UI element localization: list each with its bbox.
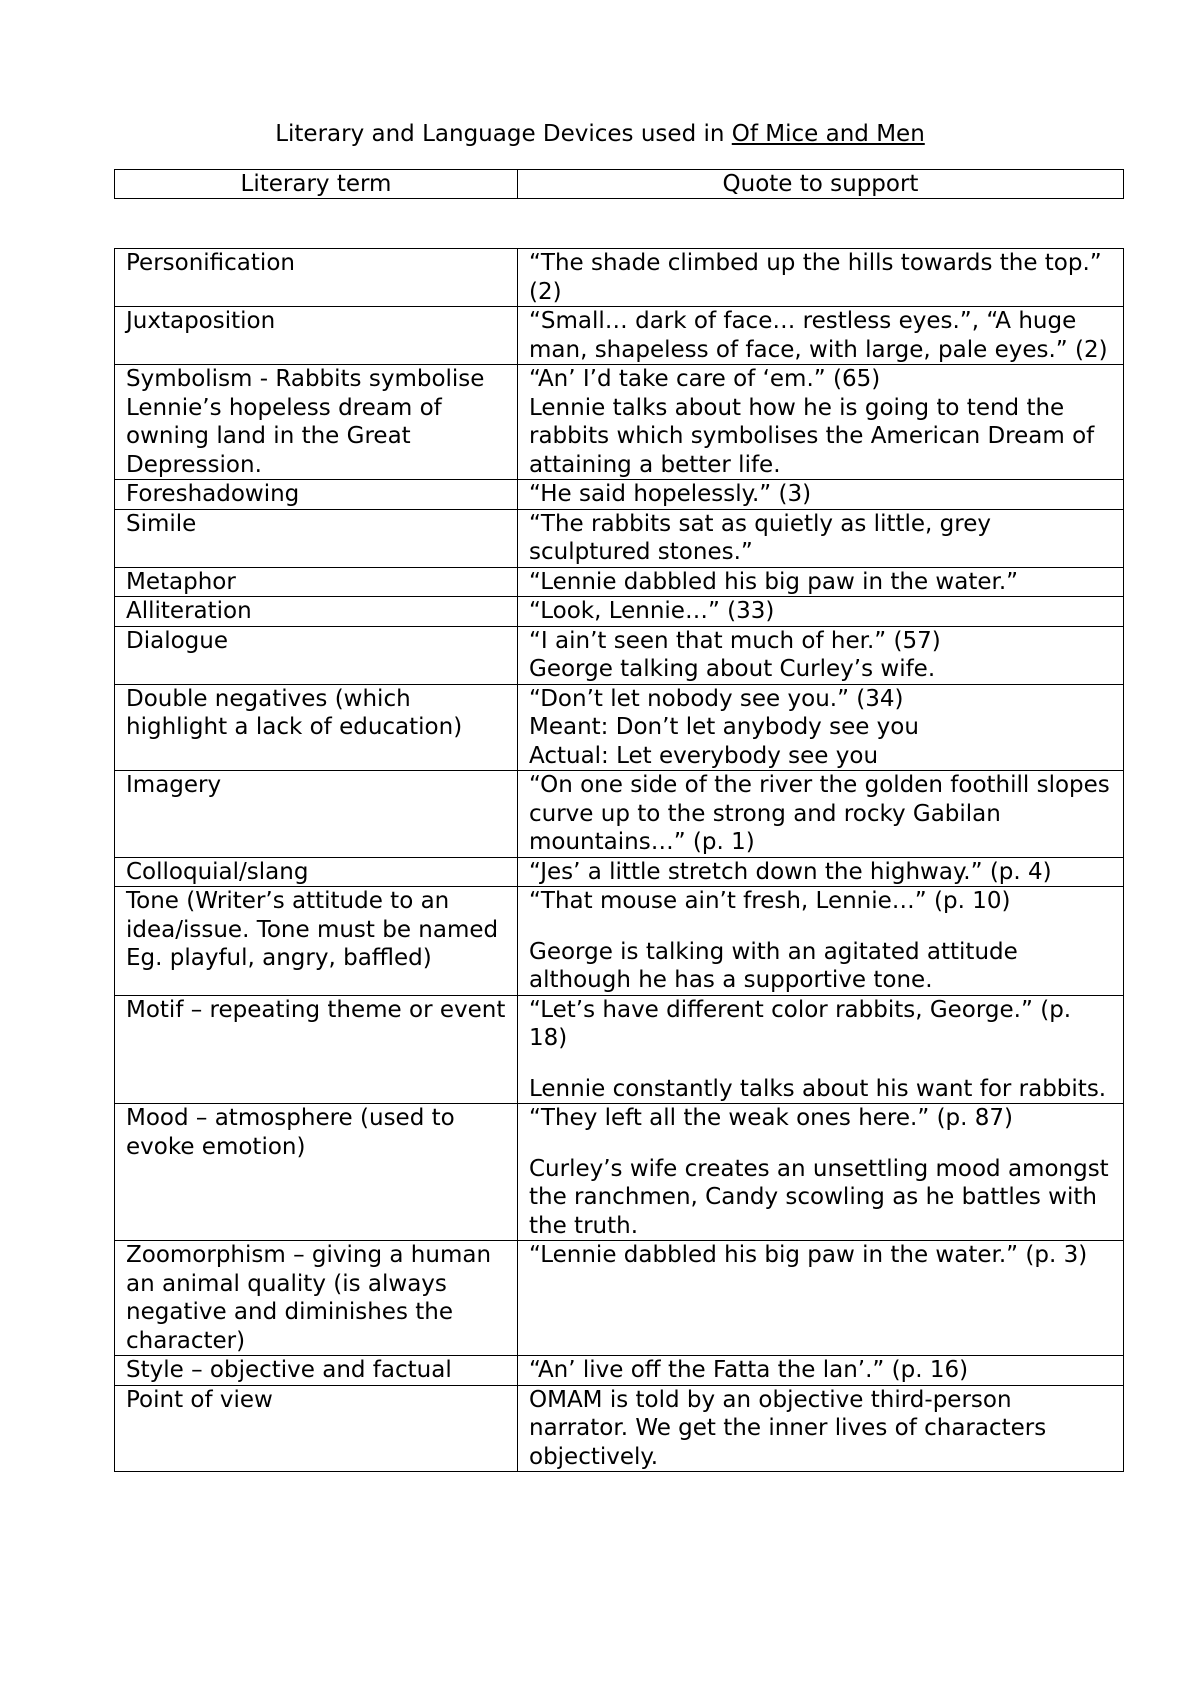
quote-cell <box>518 509 1124 567</box>
quote-cell <box>518 1241 1124 1356</box>
table-row <box>115 480 1124 510</box>
quote-text: “He said hopelessly.” (3) <box>529 481 812 507</box>
term-text: Juxtaposition <box>126 308 276 334</box>
term-text: Motif – repeating theme or event <box>126 996 506 1023</box>
quote-cell <box>518 857 1124 887</box>
quote-text: George talking about Curley’s wife. <box>529 656 936 682</box>
term-text: Mood – atmosphere (used to evoke emotion) <box>126 1105 455 1160</box>
quote-text: “The shade climbed up the hills towards the top.” (2) <box>529 250 1102 305</box>
quote-text: “The rabbits sat as quietly as little, grey sculptured stones.” <box>529 510 991 565</box>
title-prefix: Literary and Language Devices used in <box>275 121 732 147</box>
quote-cell <box>518 887 1124 996</box>
literary-term-cell <box>115 1385 518 1472</box>
quote-text: “An’ I’d take care of ‘em.” (65) <box>529 366 881 392</box>
quote-text: Lennie constantly talks about his want for rabbits. <box>529 1075 1107 1102</box>
quote-text: “Look, Lennie…” (33) <box>529 598 775 624</box>
quote-text: George is talking with an agitated attitude although he has a supportive tone. <box>529 938 1018 993</box>
term-text: Colloquial/slang <box>126 858 309 885</box>
quote-text: “On one side of the river the golden foothill slopes curve up to the strong and rocky Gabilan mountains…” (p. 1) <box>529 772 1110 855</box>
table-row <box>115 684 1124 771</box>
literary-term-cell <box>115 1356 518 1386</box>
literary-term-cell <box>115 249 518 307</box>
page-title <box>0 120 1200 148</box>
table-row <box>115 597 1124 627</box>
literary-term-cell <box>115 995 518 1104</box>
quote-cell <box>518 365 1124 480</box>
term-text: Zoomorphism – giving a human an animal quality (is always negative and diminishes the character) <box>126 1242 492 1354</box>
term-text: Metaphor <box>126 568 236 595</box>
quote-text: “Small… dark of face… restless eyes.”, “A huge man, shapeless of face, with large, pale eyes.” (2) <box>529 308 1108 363</box>
table-row <box>115 771 1124 858</box>
literary-term-cell <box>115 597 518 627</box>
table-row <box>115 995 1124 1104</box>
quote-text: “They left all the weak ones here.” (p. 87) <box>529 1105 1013 1131</box>
literary-term-cell <box>115 1241 518 1356</box>
table-row <box>115 887 1124 996</box>
quote-cell <box>518 567 1124 597</box>
quote-text: Lennie talks about how he is going to tend the rabbits which symbolises the American Dream of attaining a better life. <box>529 394 1095 478</box>
quote-cell <box>518 597 1124 627</box>
literary-term-cell <box>115 567 518 597</box>
quote-text: “Jes’ a little stretch down the highway.” (p. 4) <box>529 858 1052 885</box>
literary-term-cell <box>115 307 518 365</box>
quote-text: “Lennie dabbled his big paw in the water.” (p. 3) <box>529 1242 1088 1268</box>
paragraph-gap <box>529 916 1113 938</box>
header-quote-to-support: Quote to support <box>518 170 1124 199</box>
quote-cell <box>518 480 1124 510</box>
literary-term-cell <box>115 771 518 858</box>
term-text: Point of view <box>126 1386 273 1413</box>
quote-text: “Don’t let nobody see you.” (34) <box>529 685 904 712</box>
term-text: Foreshadowing <box>126 481 300 507</box>
quote-text: “That mouse ain’t fresh, Lennie…” (p. 10) <box>529 888 1011 914</box>
quote-cell <box>518 995 1124 1104</box>
term-text: Simile <box>126 510 197 537</box>
table-row <box>115 1385 1124 1472</box>
term-text: Symbolism - Rabbits symbolise Lennie’s hopeless dream of owning land in the Great Depression. <box>126 366 485 478</box>
paragraph-gap <box>529 1133 1113 1155</box>
term-text: Dialogue <box>126 627 228 654</box>
term-text: Tone (Writer’s attitude to an idea/issue. Tone must be named Eg. playful, angry, baffled) <box>126 888 499 971</box>
literary-term-cell <box>115 684 518 771</box>
literary-term-cell <box>115 857 518 887</box>
quote-text: “Lennie dabbled his big paw in the water.” <box>529 568 1019 595</box>
table-row <box>115 365 1124 480</box>
table-row <box>115 307 1124 365</box>
quote-cell <box>518 1385 1124 1472</box>
quote-cell <box>518 249 1124 307</box>
header-table <box>114 169 1124 199</box>
table-row <box>115 509 1124 567</box>
literary-term-cell <box>115 509 518 567</box>
term-text: Double negatives (which highlight a lack of education) <box>126 685 463 740</box>
table-row <box>115 567 1124 597</box>
table-row <box>115 1241 1124 1356</box>
quote-text: Actual: Let everybody see you <box>529 742 879 769</box>
quote-cell <box>518 307 1124 365</box>
literary-term-cell <box>115 365 518 480</box>
table-row <box>115 626 1124 684</box>
term-text: Alliteration <box>126 598 252 624</box>
literary-term-cell <box>115 1104 518 1241</box>
quote-cell <box>518 626 1124 684</box>
literary-term-cell <box>115 626 518 684</box>
quote-text: Meant: Don’t let anybody see you <box>529 714 919 740</box>
book-title: Of Mice and Men <box>731 121 925 147</box>
quote-cell <box>518 771 1124 858</box>
literary-term-cell <box>115 887 518 996</box>
quote-cell <box>518 1356 1124 1386</box>
literary-term-cell <box>115 480 518 510</box>
term-text: Personification <box>126 250 295 276</box>
table-row <box>115 1356 1124 1386</box>
table-row <box>115 1104 1124 1241</box>
table-row <box>115 857 1124 887</box>
quote-text: Curley’s wife creates an unsettling mood amongst the ranchmen, Candy scowling as he battles with the truth. <box>529 1155 1109 1239</box>
devices-table-body <box>115 249 1124 1472</box>
quote-text: “I ain’t seen that much of her.” (57) <box>529 627 941 654</box>
header-row <box>115 170 1124 199</box>
term-text: Style – objective and factual <box>126 1357 452 1383</box>
devices-table <box>114 248 1124 1472</box>
quote-cell <box>518 684 1124 771</box>
quote-text: “Let’s have different color rabbits, George.” (p. 18) <box>529 996 1072 1051</box>
quote-text: “An’ live off the Fatta the lan’.” (p. 16) <box>529 1357 969 1383</box>
header-literary-term: Literary term <box>115 170 518 199</box>
table-row <box>115 249 1124 307</box>
term-text: Imagery <box>126 772 222 798</box>
quote-cell <box>518 1104 1124 1241</box>
quote-text: OMAM is told by an objective third-person narrator. We get the inner lives of characters objectively. <box>529 1386 1047 1470</box>
paragraph-gap <box>529 1053 1113 1075</box>
